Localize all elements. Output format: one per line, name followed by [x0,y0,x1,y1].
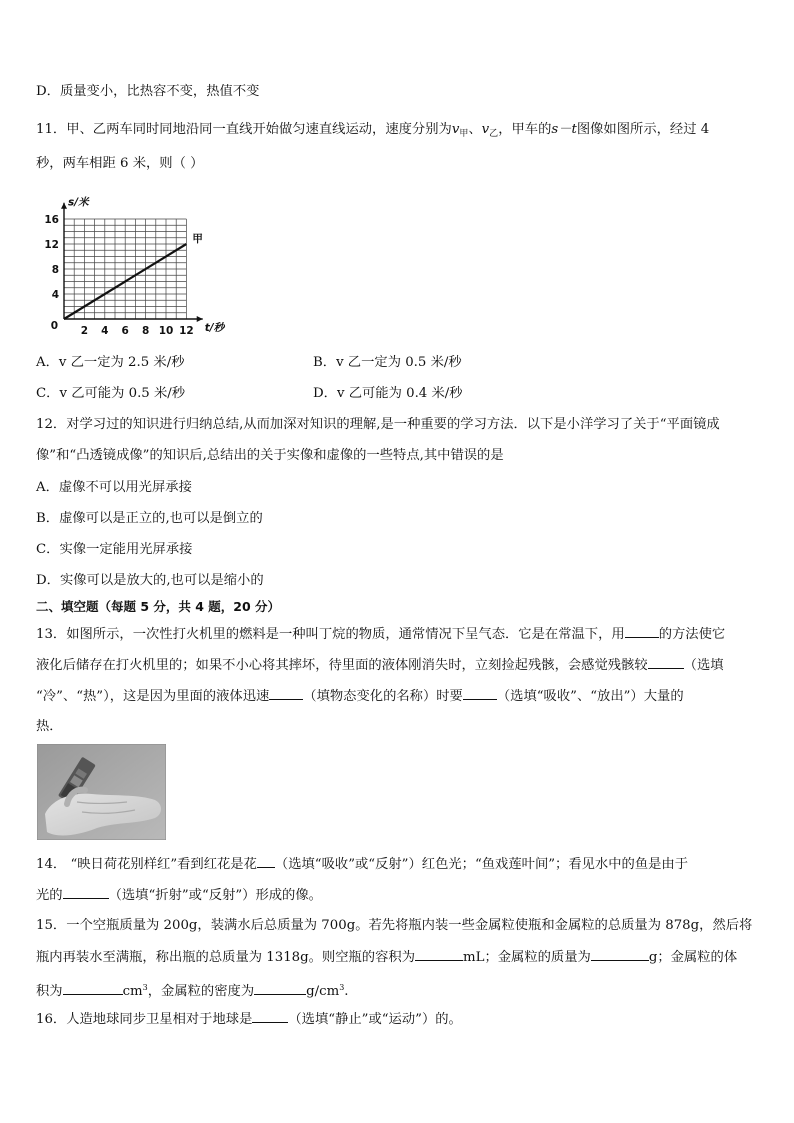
q16-l1a: 16．人造地球同步卫星相对于地球是 [36,1012,253,1027]
x-tick-label: 10 [158,325,174,337]
velocity-subscript-jia: 甲 [459,129,469,139]
q11-option-b: B．v 乙一定为 0.5 米/秒 [313,355,462,370]
st-symbol: s－t [551,122,577,137]
velocity-subscript-yi: 乙 [489,129,499,139]
q12-stem-line2: 像”和“凸透镜成像”的知识后,总结出的关于实像和虚像的一些特点,其中错误的是 [36,448,504,463]
x-tick-label: 4 [101,325,109,337]
y-tick-label: 8 [51,264,59,276]
y-tick-label: 16 [44,214,59,226]
q15-line1: 15．一个空瓶质量为 200g，装满水后总质量为 700g。若先将瓶内装一些金属粒使瓶和金属粒的总质量为 878g，然后将 [36,918,753,933]
x-tick-label: 2 [80,325,89,337]
q11-stem-line1 [36,121,709,143]
q13-line4: 热． [36,719,63,734]
answer-blank[interactable] [252,1010,288,1023]
x-axis-label: t/秒 [204,322,225,334]
q11-stem-b: ，甲车的 [498,122,552,137]
q15-l3d: g/cm [306,984,340,999]
q15-line2 [36,948,737,967]
q11-option-d: D．v 乙可能为 0.4 米/秒 [313,386,463,401]
q11-stem-line2: 秒，两车相距 6 米，则（ ） [36,156,204,171]
section-heading: 二、填空题（每题 5 分，共 4 题，20 分） [36,599,281,614]
q13-l3a: “冷”、“热”），这是因为里面的液体迅速 [36,689,270,704]
q13-l1b: 的方法使它 [658,627,726,642]
q14-l2a: 光的 [36,888,63,903]
chart-grid [64,219,186,319]
q13-l3b: （填物态变化的名称）时要 [303,689,463,704]
st-chart [36,188,236,338]
x-axis-arrow [197,316,203,322]
q16-line1 [36,1010,462,1029]
answer-blank[interactable] [257,855,275,868]
q15-l3c: ，金属粒的密度为 [147,984,255,999]
y-axis-arrow [61,203,67,209]
y-axis-label: s/米 [68,196,89,209]
q12-option-c: C．实像一定能用光屏承接 [36,542,193,557]
q16-l1b: （选填“静止”或“运动”）的。 [288,1012,462,1027]
q12-option-d: D．实像可以是放大的,也可以是缩小的 [36,573,264,588]
q14-line1 [36,855,688,874]
q13-l2b: （选填 [683,658,724,673]
answer-blank[interactable] [591,948,649,961]
x-tick-label: 8 [141,325,150,337]
q11-stem-a: 11．甲、乙两车同时同地沿同一直线开始做匀速直线运动，速度分别为 [36,122,452,137]
chart-axes [61,203,203,322]
answer-blank[interactable] [269,687,303,700]
q10-option-d: D．质量变小，比热容不变，热值不变 [36,84,260,99]
q15-l3d-sup: 3 [339,983,345,992]
q15-l2c: g；金属粒的体 [648,950,738,965]
q11-stem-c: 图像如图所示，经过 4 [576,122,710,137]
q14-line2 [36,886,322,905]
y-tick-label: 4 [51,289,59,301]
velocity-symbol: v [481,122,490,137]
q15-l2a: 瓶内再装水至满瓶，称出瓶的总质量为 1318g。则空瓶的容积为 [36,950,415,965]
x-tick-label: 12 [179,325,194,337]
answer-blank[interactable] [648,656,684,669]
q11-option-c: C．v 乙可能为 0.5 米/秒 [36,386,186,401]
q13-line3 [36,687,684,706]
q13-l1a: 13．如图所示，一次性打火机里的燃料是一种叫丁烷的物质，通常情况下呈气态．它是在常温下，用 [36,627,625,642]
velocity-symbol: v [451,122,460,137]
q13-l2a: 液化后储存在打火机里的；如果不小心将其摔坏，待里面的液体刚消失时，立刻捡起残骸，会感觉残骸较 [36,658,648,673]
answer-blank[interactable] [254,982,306,995]
q14-l1a: 14． “映日荷花别样红”看到红花是花 [36,857,257,872]
q14-l2b: （选填“折射”或“反射”）形成的像。 [108,888,322,903]
q12-option-b: B．虚像可以是正立的,也可以是倒立的 [36,511,263,526]
answer-blank[interactable] [63,982,123,995]
q15-l3a: 积为 [36,984,63,999]
q15-l2b: mL；金属粒的质量为 [463,950,591,965]
q14-l1b: （选填“吸收”或“反射”）红色光；“鱼戏莲叶间”；看见水中的鱼是由于 [274,857,689,872]
answer-blank[interactable] [625,625,659,638]
q12-stem-line1: 12．对学习过的知识进行归纳总结,从而加深对知识的理解,是一种重要的学习方法．以下是小洋学习了关于“平面镜成 [36,417,720,432]
origin-label: 0 [50,320,58,332]
answer-blank[interactable] [63,886,109,899]
q15-l3b: cm [122,984,143,999]
answer-blank[interactable] [463,687,497,700]
q13-l3c: （选填“吸收”、“放出”）大量的 [496,689,684,704]
series-label: 甲 [192,233,203,245]
y-tick-label: 12 [44,239,59,251]
q15-l3b-sup: 3 [142,983,148,992]
answer-blank[interactable] [415,948,463,961]
q13-line1 [36,625,725,644]
q13-line2 [36,656,724,675]
q15-l3e: . [344,984,349,999]
lighter-photo [37,744,166,840]
q15-line3 [36,979,349,1001]
x-tick-label: 6 [121,325,129,337]
q11-option-a: A．v 乙一定为 2.5 米/秒 [36,355,185,370]
separator: 、 [468,122,482,137]
q12-option-a: A．虚像不可以用光屏承接 [36,480,192,495]
